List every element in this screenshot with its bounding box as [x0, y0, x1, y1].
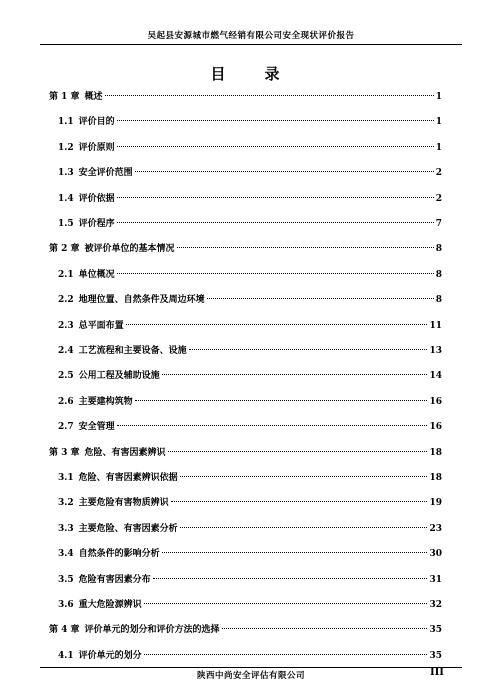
toc-leader-dots	[117, 273, 434, 274]
toc-entry-number: 3.1	[58, 473, 74, 483]
toc-entry-number: 2.2	[58, 295, 74, 306]
toc-leader-dots	[171, 501, 428, 502]
running-footer: 陕西中尚安全评估有限公司	[196, 671, 305, 681]
toc-entry-title: 主要建构筑物	[78, 396, 133, 407]
toc-chapter-entry[interactable]	[49, 623, 442, 637]
toc-entry-title: 工艺流程和主要设备、设施	[78, 346, 187, 356]
toc-entry-page: 11	[429, 320, 442, 331]
header-rule	[40, 44, 462, 45]
toc-section-entry[interactable]	[49, 395, 442, 409]
toc-entry-page: 1	[435, 92, 442, 102]
toc-entry-title: 安全评价范围	[78, 168, 133, 179]
toc-entry-page: 1	[435, 117, 442, 128]
toc-entry-title: 危险、有害因素辨识	[84, 447, 166, 458]
toc-leader-dots	[180, 527, 428, 528]
toc-entry-title: 评价单元的划分和评价方法的选择	[84, 625, 220, 636]
toc-leader-dots	[135, 400, 428, 401]
toc-entry-title: 主要危险、有害因素分析	[78, 523, 178, 534]
toc-entry-title: 评价原则	[78, 142, 115, 153]
running-header: 吴起县安源城市燃气经销有限公司安全现状评价报告	[147, 31, 355, 41]
toc-entry-page: 18	[429, 473, 442, 483]
toc-leader-dots	[222, 628, 428, 629]
toc-entry-number: 2.3	[58, 320, 74, 331]
toc-entry-page: 35	[429, 650, 442, 661]
toc-leader-dots	[162, 374, 428, 375]
toc-entry-page: 30	[429, 549, 442, 560]
toc-entry-page: 18	[429, 447, 442, 458]
toc-entry-number: 3.2	[58, 498, 74, 509]
toc-entry-number: 1.3	[58, 168, 74, 179]
toc-entry-number: 2.6	[58, 396, 74, 407]
toc-chapter-entry[interactable]	[49, 446, 442, 460]
toc-section-entry[interactable]	[49, 192, 442, 206]
toc-entry-number: 第 4 章	[49, 625, 80, 636]
toc-leader-dots	[144, 654, 428, 655]
toc-entry-title: 公用工程及辅助设施	[78, 371, 160, 382]
toc-entry-title: 评价目的	[78, 117, 115, 128]
toc-section-entry[interactable]	[49, 369, 442, 383]
toc-entry-title: 危险有害因素分布	[78, 574, 151, 585]
toc-section-entry[interactable]	[49, 141, 442, 155]
toc-entry-page: 8	[435, 244, 442, 255]
toc-leader-dots	[135, 171, 434, 172]
toc-section-entry[interactable]	[49, 344, 442, 358]
toc-section-entry[interactable]	[49, 268, 442, 282]
toc-leader-dots	[180, 476, 428, 477]
page-number: III	[429, 667, 444, 678]
toc-section-entry[interactable]	[49, 293, 442, 307]
toc-entry-page: 19	[429, 498, 442, 509]
toc-entry-number: 第 1 章	[49, 92, 80, 102]
toc-entry-title: 总平面布置	[78, 320, 124, 331]
toc-entry-title: 地理位置、自然条件及周边环境	[78, 295, 205, 306]
toc-leader-dots	[117, 425, 428, 426]
toc-section-entry[interactable]	[49, 420, 442, 434]
toc-section-entry[interactable]	[49, 547, 442, 561]
toc-entry-page: 2	[435, 193, 442, 204]
toc-entry-title: 评价单元的划分	[78, 650, 142, 661]
toc-leader-dots	[105, 95, 434, 96]
toc-entry-number: 1.2	[58, 142, 74, 153]
toc-entry-page: 7	[435, 219, 442, 229]
footer-rule	[40, 667, 462, 668]
toc-section-entry[interactable]	[49, 573, 442, 587]
toc-entry-page: 16	[429, 422, 442, 433]
toc-leader-dots	[168, 451, 428, 452]
toc-section-entry[interactable]	[49, 319, 442, 333]
toc-entry-number: 4.1	[58, 650, 74, 661]
toc-entry-page: 14	[429, 371, 442, 382]
toc-section-entry[interactable]	[49, 496, 442, 510]
toc-section-entry[interactable]	[49, 471, 442, 485]
toc-entry-number: 2.1	[58, 269, 74, 280]
toc-leader-dots	[162, 552, 428, 553]
toc-section-entry[interactable]	[49, 522, 442, 536]
toc-entry-title: 自然条件的影响分析	[78, 549, 160, 560]
toc-leader-dots	[207, 298, 434, 299]
toc-entry-number: 第 3 章	[49, 447, 80, 458]
toc-leader-dots	[177, 247, 434, 248]
toc-entry-number: 2.5	[58, 371, 74, 382]
toc-leader-dots	[126, 324, 428, 325]
toc-section-entry[interactable]	[49, 598, 442, 612]
toc-entry-number: 2.4	[58, 346, 74, 356]
toc-entry-title: 评价程序	[78, 219, 115, 229]
toc-chapter-entry[interactable]	[49, 90, 442, 104]
toc-entry-page: 23	[429, 523, 442, 534]
toc-entry-page: 31	[429, 574, 442, 585]
toc-entry-number: 1.5	[58, 219, 74, 229]
toc-entry-title: 概述	[84, 92, 103, 102]
toc-entry-page: 16	[429, 396, 442, 407]
toc-entry-page: 2	[435, 168, 442, 179]
toc-section-entry[interactable]	[49, 649, 442, 663]
toc-leader-dots	[117, 146, 434, 147]
toc-leader-dots	[117, 197, 434, 198]
toc-leader-dots	[144, 603, 428, 604]
toc-entry-number: 第 2 章	[49, 244, 80, 255]
toc-leader-dots	[153, 578, 428, 579]
toc-entry-page: 32	[429, 600, 442, 610]
toc-entry-title: 安全管理	[78, 422, 115, 433]
toc-entry-title: 被评价单位的基本情况	[84, 244, 175, 255]
toc-section-entry[interactable]	[49, 166, 442, 180]
toc-leader-dots	[117, 120, 434, 121]
toc-entry-title: 危险、有害因素辨识依据	[78, 473, 178, 483]
toc-chapter-entry[interactable]	[49, 242, 442, 256]
toc-entry-title: 评价依据	[78, 193, 115, 204]
toc-entry-title: 单位概况	[78, 269, 115, 280]
toc-entry-page: 8	[435, 269, 442, 280]
toc-entry-number: 1.1	[58, 117, 74, 128]
toc-entry-title: 主要危险有害物质辨识	[78, 498, 169, 509]
toc-entry-number: 2.7	[58, 422, 74, 433]
toc-entry-page: 8	[435, 295, 442, 306]
toc-leader-dots	[189, 349, 428, 350]
toc-leader-dots	[117, 222, 434, 223]
toc-entry-page: 13	[429, 346, 442, 356]
toc-entry-page: 35	[429, 625, 442, 636]
toc-entry-page: 1	[435, 142, 442, 153]
toc-section-entry[interactable]	[49, 115, 442, 129]
toc-entry-number: 3.4	[58, 549, 74, 560]
toc-section-entry[interactable]	[49, 217, 442, 231]
toc-entry-number: 1.4	[58, 193, 74, 204]
toc-entry-number: 3.6	[58, 600, 74, 610]
toc-entry-title: 重大危险源辨识	[78, 600, 142, 610]
toc-entry-number: 3.3	[58, 523, 74, 534]
toc-entry-number: 3.5	[58, 574, 74, 585]
toc-title: 目 录	[210, 65, 292, 83]
